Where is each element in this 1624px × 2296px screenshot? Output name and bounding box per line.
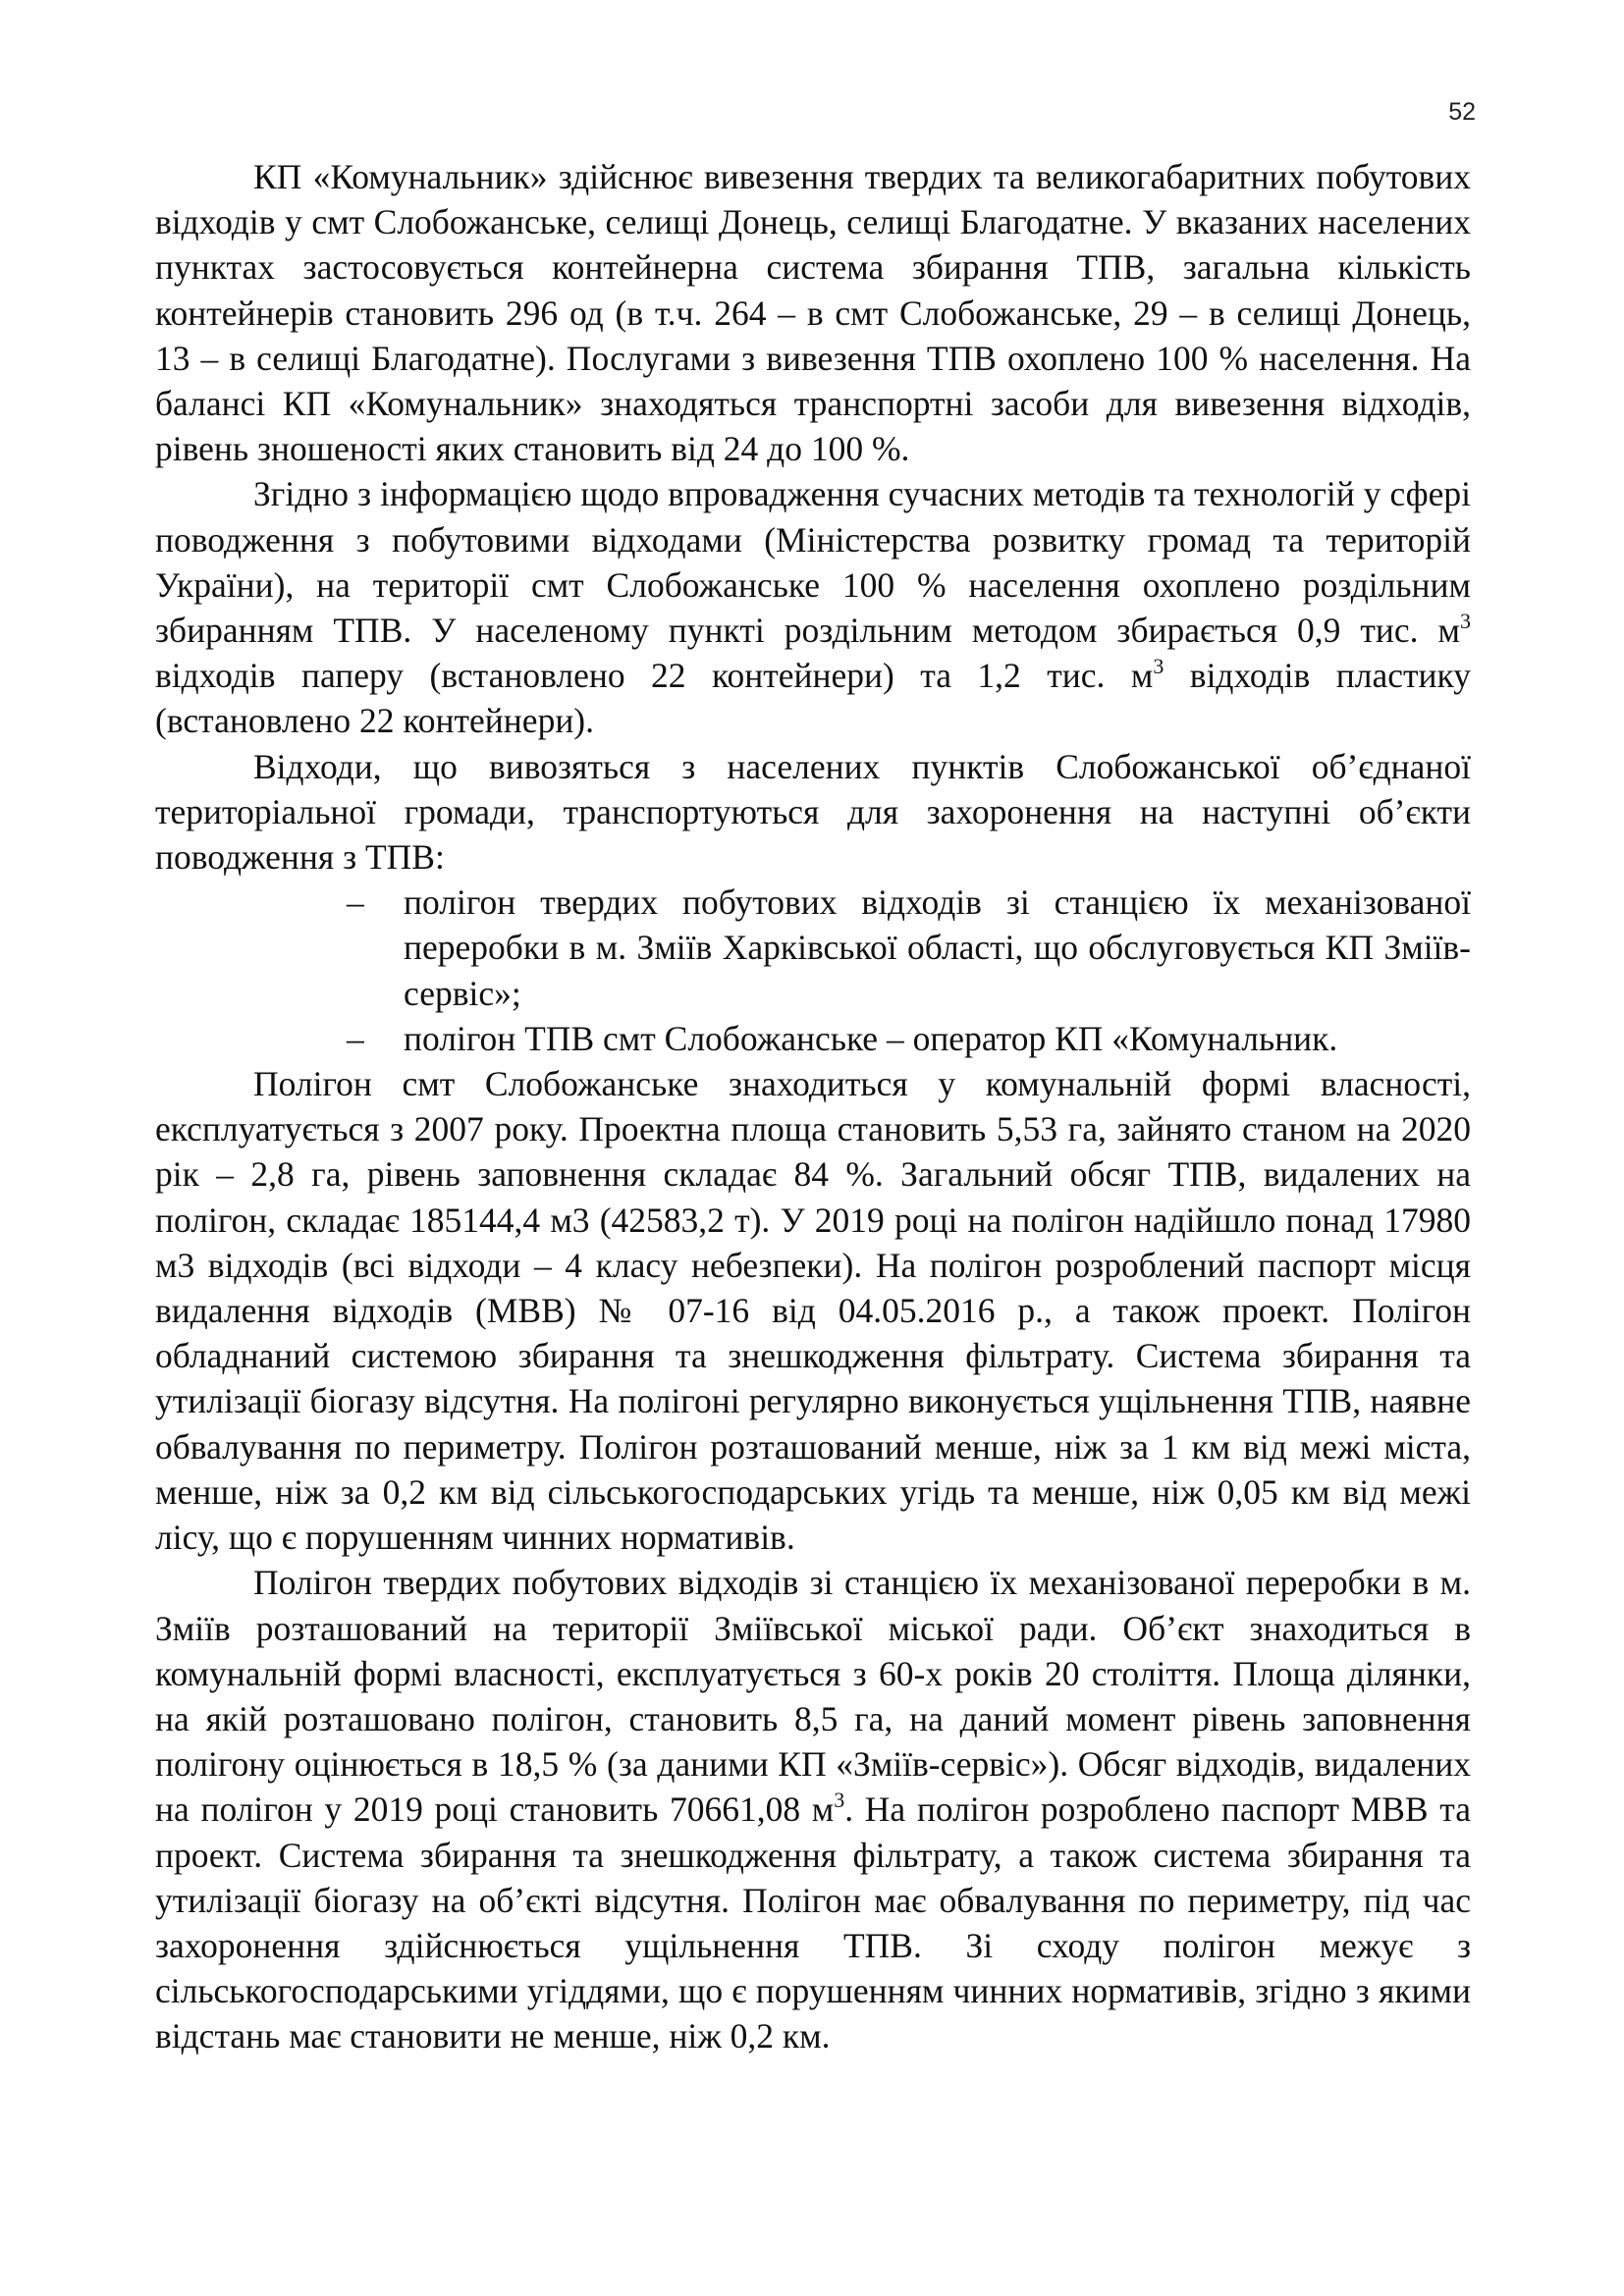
- paragraph-5-text-b: . На полігон розроблено паспорт МВВ та проект. Система збирання та знешкодження фільтрату, а також система збирання та утилізації біогазу на об’єкті відсутня. Полігон має обвалування по периметру, під час захоронення здійснюється ущільнення ТПВ. Зі сходу полігон межує з сільськогосподарськими угіддями, що є порушенням чинних нормативів, згідно з якими відстань має становити не менше, ніж 0,2 км.: [155, 1789, 1471, 2056]
- list-item: [347, 1016, 1471, 1061]
- list-item: [347, 880, 1471, 1016]
- paragraph-2: [155, 471, 1471, 743]
- superscript-cubic: 3: [1153, 654, 1164, 679]
- paragraph-2-text-c: відходів пластику (встановлено 22 контейнери).: [155, 656, 1471, 741]
- paragraph-5: [155, 1560, 1471, 2058]
- dash-bullet: –: [347, 882, 364, 923]
- dash-bullet: –: [347, 1018, 364, 1058]
- list-item-text: полігон твердих побутових відходів зі станцією їх механізованої переробки в м. Зміїв Харківської області, що обслуговується КП Зміїв-сервіс»;: [404, 882, 1471, 1013]
- landfill-list: [155, 880, 1471, 1061]
- paragraph-5-text-a: Полігон твердих побутових відходів зі станцією їх механізованої переробки в м. Зміїв розташований на території Зміївської міської ради. Об’єкт знаходиться в комунальній формі власності, експлуатується з 60-х років 20 століття. Площа ділянки, на якій розташовано полігон, становить 8,5 га, на даний момент рівень заповнення полігону оцінюється в 18,5 % (за даними КП «Зміїв-сервіс»). Обсяг відходів, видалених на полігон у 2019 році становить 70661,08 м: [155, 1563, 1471, 1830]
- list-item-text: полігон ТПВ смт Слобожанське – оператор КП «Комунальник.: [404, 1018, 1338, 1058]
- paragraph-1: КП «Комунальник» здійснює вивезення твердих та великогабаритних побутових відходів у смт Слобожанське, селищі Донець, селищі Благодатне. У вказаних населених пунктах застосовується контейнерна система збирання ТПВ, загальна кількість контейнерів становить 296 од (в т.ч. 264 – в смт Слобожанське, 29 – в селищі Донець, 13 – в селищі Благодатне). Послугами з вивезення ТПВ охоплено 100 % населення. На балансі КП «Комунальник» знаходяться транспортні засоби для вивезення відходів, рівень зношеності яких становить від 24 до 100 %.: [155, 157, 1471, 469]
- page-number: 52: [1448, 98, 1476, 126]
- paragraph-4: Полігон смт Слобожанське знаходиться у комунальній формі власності, експлуатується з 2007 року. Проектна площа становить 5,53 га, зайнято станом на 2020 рік – 2,8 га, рівень заповнення складає 84 %. Загальний обсяг ТПВ, видалених на полігон, складає 185144,4 м3 (42583,2 т). У 2019 році на полігон надійшло понад 17980 м3 відходів (всі відходи – 4 класу небезпеки). На полігон розроблений паспорт місця видалення відходів (МВВ) № 07-16 від 04.05.2016 р., а також проект. Полігон обладнаний системою збирання та знешкодження фільтрату. Система збирання та утилізації біогазу відсутня. На полігоні регулярно виконується ущільнення ТПВ, наявне обвалування по периметру. Полігон розташований менше, ніж за 1 км від межі міста, менше, ніж за 0,2 км від сільськогосподарських угідь та менше, ніж 0,05 км від межі лісу, що є порушенням чинних нормативів.: [155, 1064, 1471, 1558]
- body-text: [155, 154, 1471, 2059]
- superscript-cubic: 3: [834, 1788, 845, 1813]
- paragraph-2-text-a: Згідно з інформацією щодо впровадження сучасних методів та технологій у сфері поводження з побутовими відходами (Міністерства розвитку громад та територій України), на території смт Слобожанське 100 % населення охоплено роздільним збиранням ТПВ. У населеному пункті роздільним методом збирається 0,9 тис. м: [155, 474, 1471, 651]
- paragraph-3: Відходи, що вивозяться з населених пунктів Слобожанської об’єднаної територіальної громади, транспортуються для захоронення на наступні об’єкти поводження з ТПВ:: [155, 746, 1471, 878]
- superscript-cubic: 3: [1460, 609, 1471, 634]
- paragraph-2-text-b: відходів паперу (встановлено 22 контейнери) та 1,2 тис. м: [155, 656, 1154, 696]
